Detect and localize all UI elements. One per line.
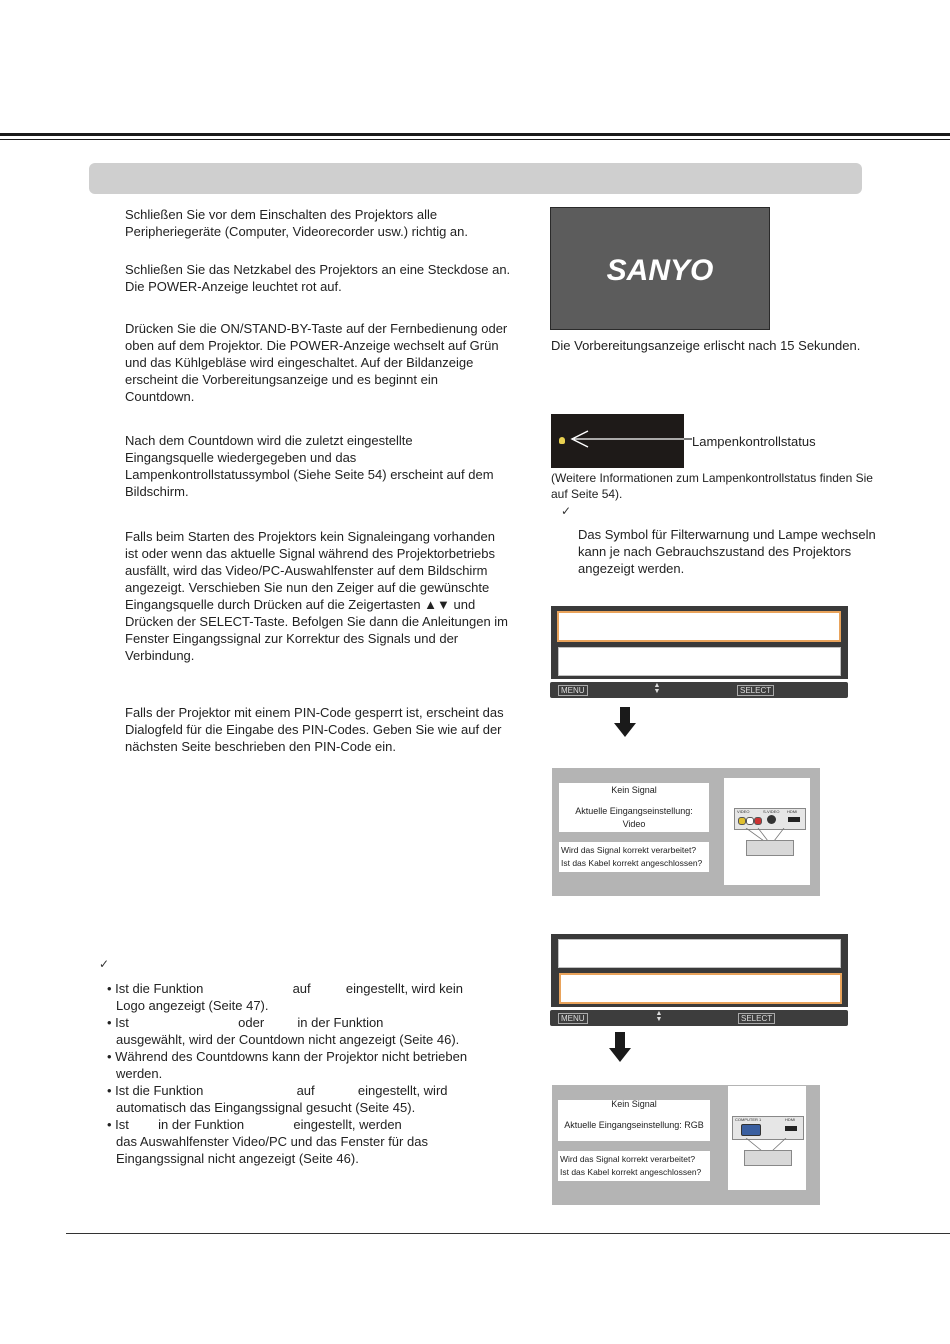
port-label-hdmi-rgb: HDMI: [785, 1117, 796, 1122]
lamp-status-label: Lampenkontrollstatus: [692, 434, 816, 449]
step-5-text: Falls beim Starten des Projektors kein Signaleingang vorhanden ist oder wenn das aktuelle Signal während des Projektorbetriebs ausfällt, wird das Video/PC-Auswahlfenster auf dem Bildschirm angezeigt. Verschieben Sie nun den Zeiger auf die gewünschte Eingangsquelle durch Drücken auf die Zeigertasten ▲▼ und Drücken der SELECT-Taste. Befolgen Sie dann die Anleitungen im Fenster Eingangssignal zur Korrektur des Signals und der Verbindung.: [125, 529, 509, 663]
port-label-computer: COMPUTER 1: [735, 1117, 762, 1122]
port-label-video: VIDEO: [737, 809, 750, 814]
note-1: [107, 980, 507, 1014]
note-5-part-4: das Auswahlfenster Video/PC und das Fenster für das: [116, 1134, 428, 1149]
menu-option-pc[interactable]: [558, 647, 841, 676]
note-4: [107, 1082, 507, 1116]
input-setting-rgb: Aktuelle Eingangseinstellung: RGB: [564, 1120, 704, 1130]
rgb-connector-illustration: [728, 1086, 806, 1190]
menu-key-icon-2: MENU: [558, 1013, 588, 1024]
note-1-part-4: Logo angezeigt (Seite 47).: [116, 998, 269, 1013]
updown-key-icon: ▲ ▼: [653, 682, 661, 695]
lamp-tip-text: Das Symbol für Filterwarnung und Lampe wechseln kann je nach Gebrauchszustand des Projektors angezeigt werden.: [578, 527, 876, 576]
section-title-bar: [89, 163, 862, 194]
svideo-port-icon: [767, 815, 776, 824]
header-rule-thin: [0, 139, 950, 140]
note-2-part-3: in der Funktion: [297, 1015, 384, 1030]
menu-option-pc-2[interactable]: [559, 973, 842, 1004]
note-2: [107, 1014, 507, 1048]
video-connector-illustration: [724, 778, 810, 885]
note-2-part-4: ausgewählt, wird der Countdown nicht angezeigt (Seite 46).: [116, 1032, 460, 1047]
note-3-part-2: werden.: [116, 1066, 163, 1081]
down-arrow-icon: [614, 707, 636, 737]
no-signal-window-rgb: [552, 1085, 820, 1205]
no-signal-info-box: [559, 783, 709, 832]
note-3-part-1: • Während des Countdowns kann der Projektor nicht betrieben: [107, 1049, 468, 1064]
note-1-part-1: • Ist die Funktion: [107, 981, 204, 996]
input-setting-value: Video: [622, 819, 646, 829]
no-signal-info-box-rgb: [558, 1100, 710, 1141]
header-rule: [0, 133, 950, 136]
no-signal-questions: [559, 842, 709, 872]
question-cable: Ist das Kabel korrekt angeschlossen?: [561, 858, 703, 868]
input-select-window-pc: [551, 934, 848, 1007]
note-5: [107, 1116, 507, 1167]
menu-option-video-2[interactable]: [558, 939, 841, 968]
footer-rule: [66, 1233, 950, 1234]
notes-check-icon: ✓: [99, 957, 110, 971]
question-cable-rgb: Ist das Kabel korrekt angeschlossen?: [560, 1167, 702, 1177]
input-select-window-video: [551, 606, 848, 679]
menu-option-video[interactable]: [557, 611, 841, 642]
note-1-part-3: eingestellt, wird kein: [345, 981, 463, 996]
lamp-icon: [559, 437, 565, 444]
video-ports-panel: [734, 808, 806, 830]
note-3: [107, 1048, 507, 1082]
rca-red-icon: [754, 817, 762, 825]
select-key-icon-2: SELECT: [738, 1013, 775, 1024]
vga-port-icon: [741, 1124, 761, 1136]
no-signal-title-rgb: Kein Signal: [611, 1099, 657, 1109]
note-2-part-1: • Ist: [107, 1015, 129, 1030]
note-2-part-2: oder: [238, 1015, 265, 1030]
preparation-screen: [550, 207, 770, 330]
select-key-icon: SELECT: [737, 685, 774, 696]
sanyo-logo: SANYO: [606, 254, 714, 287]
step-2-text: Schließen Sie das Netzkabel des Projektors an eine Steckdose an. Die POWER-Anzeige leuchtet rot auf.: [125, 262, 511, 294]
projector-icon: [746, 840, 794, 856]
question-signal-rgb: Wird das Signal korrekt verarbeitet?: [560, 1154, 696, 1164]
port-label-svideo: S-VIDEO: [763, 809, 780, 814]
note-1-part-2: auf: [292, 981, 311, 996]
no-signal-window-video: [552, 768, 820, 896]
step-6-text: Falls der Projektor mit einem PIN-Code gesperrt ist, erscheint das Dialogfeld für die Eingabe des PIN-Codes. Geben Sie wie auf der nächsten Seite beschrieben den PIN-Code ein.: [125, 705, 504, 754]
note-5-part-1: • Ist: [107, 1117, 129, 1132]
preparation-caption: Die Vorbereitungsanzeige erlischt nach 15 Sekunden.: [551, 338, 861, 353]
down-arrow-icon-2: [609, 1032, 631, 1062]
step-1-text: Schließen Sie vor dem Einschalten des Projektors alle Peripheriegeräte (Computer, Videorecorder usw.) richtig an.: [125, 207, 468, 239]
menu-key-icon: MENU: [558, 685, 588, 696]
note-4-part-1: • Ist die Funktion: [107, 1083, 204, 1098]
note-5-part-5: Eingangssignal nicht angezeigt (Seite 46).: [116, 1151, 359, 1166]
updown-key-icon-2: ▲ ▼: [655, 1010, 663, 1023]
step-4-text: Nach dem Countdown wird die zuletzt eingestellte Eingangsquelle wiedergegeben und das Lampenkontrollstatussymbol (Siehe Seite 54) erscheint auf dem Bildschirm.: [125, 433, 494, 499]
note-4-part-3: eingestellt, wird: [357, 1083, 448, 1098]
rca-yellow-icon: [738, 817, 746, 825]
rgb-ports-panel: [732, 1116, 804, 1140]
lamp-pointer-arrow: [566, 429, 694, 449]
note-4-part-2: auf: [296, 1083, 315, 1098]
note-4-part-4: automatisch das Eingangssignal gesucht (Seite 45).: [116, 1100, 416, 1115]
projector-icon-rgb: [744, 1150, 792, 1166]
hdmi-port-icon: [788, 817, 800, 822]
no-signal-questions-rgb: [558, 1151, 710, 1181]
port-label-hdmi: HDMI: [787, 809, 798, 814]
no-signal-title: Kein Signal: [611, 785, 657, 795]
hdmi-port-icon-rgb: [785, 1126, 797, 1131]
rca-white-icon: [746, 817, 754, 825]
lamp-check-icon: ✓: [561, 504, 572, 518]
question-signal: Wird das Signal korrekt verarbeitet?: [561, 845, 697, 855]
menu-help-bar: [550, 682, 848, 698]
menu-help-bar-2: [550, 1010, 848, 1026]
lamp-status-note: (Weitere Informationen zum Lampenkontrollstatus finden Sie auf Seite 54).: [551, 471, 873, 501]
input-setting-label: Aktuelle Eingangseinstellung:: [575, 806, 693, 816]
step-3-text: Drücken Sie die ON/STAND-BY-Taste auf der Fernbedienung oder oben auf dem Projektor. Die POWER-Anzeige wechselt auf Grün und das Kühlgebläse wird eingeschaltet. Auf der Bildanzeige erscheint die Vorbereitungsanzeige und es beginnt ein Countdown.: [125, 321, 508, 404]
note-5-part-3: eingestellt, werden: [293, 1117, 402, 1132]
note-5-part-2: in der Funktion: [158, 1117, 245, 1132]
